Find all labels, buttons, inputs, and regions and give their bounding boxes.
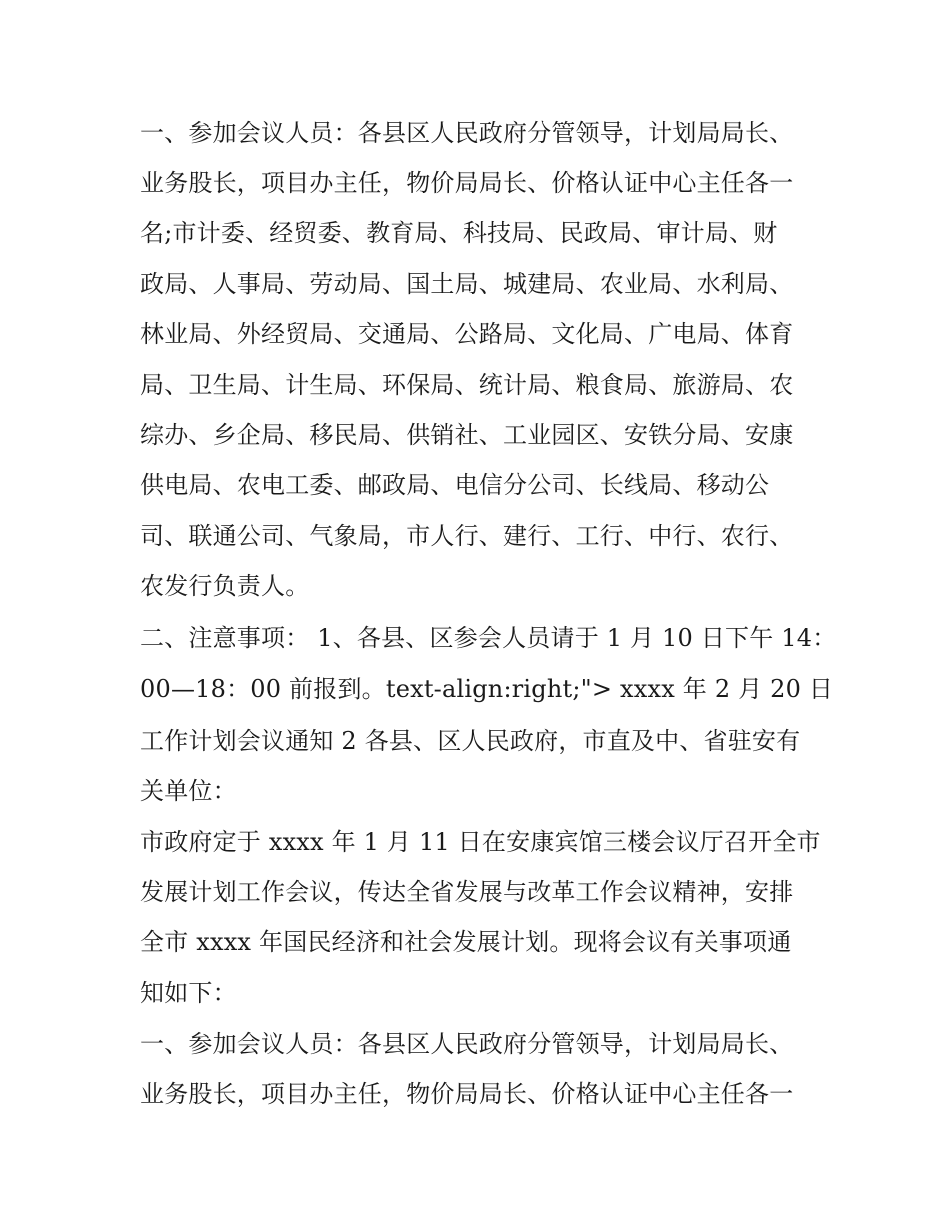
text-line: 关单位： [140,777,237,805]
text-line: 全市 xxxx 年国民经济和社会发展计划。现将会议有关事项通 [140,928,792,956]
text-line: 工作计划会议通知 2 各县、区人民政府，市直及中、省驻安有 [140,727,801,755]
text-line: 一、参加会议人员：各县区人民政府分管领导，计划局局长、 [140,1030,794,1058]
text-line: 综办、乡企局、移民局、供销社、工业园区、安铁分局、安康 [140,421,794,449]
text-line: 农发行负责人。 [140,572,310,600]
text-line: 供电局、农电工委、邮政局、电信分公司、长线局、移动公 [140,471,770,499]
text-line: 知如下： [140,979,237,1007]
text-line: 一、参加会议人员：各县区人民政府分管领导，计划局局长、 [140,119,794,147]
text-line: 业务股长，项目办主任，物价局局长、价格认证中心主任各一 [140,169,794,197]
text-line: 局、卫生局、计生局、环保局、统计局、粮食局、旅游局、农 [140,371,794,399]
text-line: 司、联通公司、气象局，市人行、建行、工行、中行、农行、 [140,522,794,550]
text-line: 业务股长，项目办主任，物价局局长、价格认证中心主任各一 [140,1080,794,1108]
text-line: 林业局、外经贸局、交通局、公路局、文化局、广电局、体育 [140,320,794,348]
text-line: 名;市计委、经贸委、教育局、科技局、民政局、审计局、财 [140,219,778,247]
text-line: 发展计划工作会议，传达全省发展与改革工作会议精神，安排 [140,878,794,906]
text-line: 政局、人事局、劳动局、国土局、城建局、农业局、水利局、 [140,270,794,298]
text-line: 00—18：00 前报到。text-align:right;"> xxxx 年 2 月 20 日 [140,675,834,703]
text-line: 市政府定于 xxxx 年 1 月 11 日在安康宾馆三楼会议厅召开全市 [140,828,821,856]
text-line: 二、注意事项： 1、各县、区参会人员请于 1 月 10 日下午 14： [140,624,837,652]
